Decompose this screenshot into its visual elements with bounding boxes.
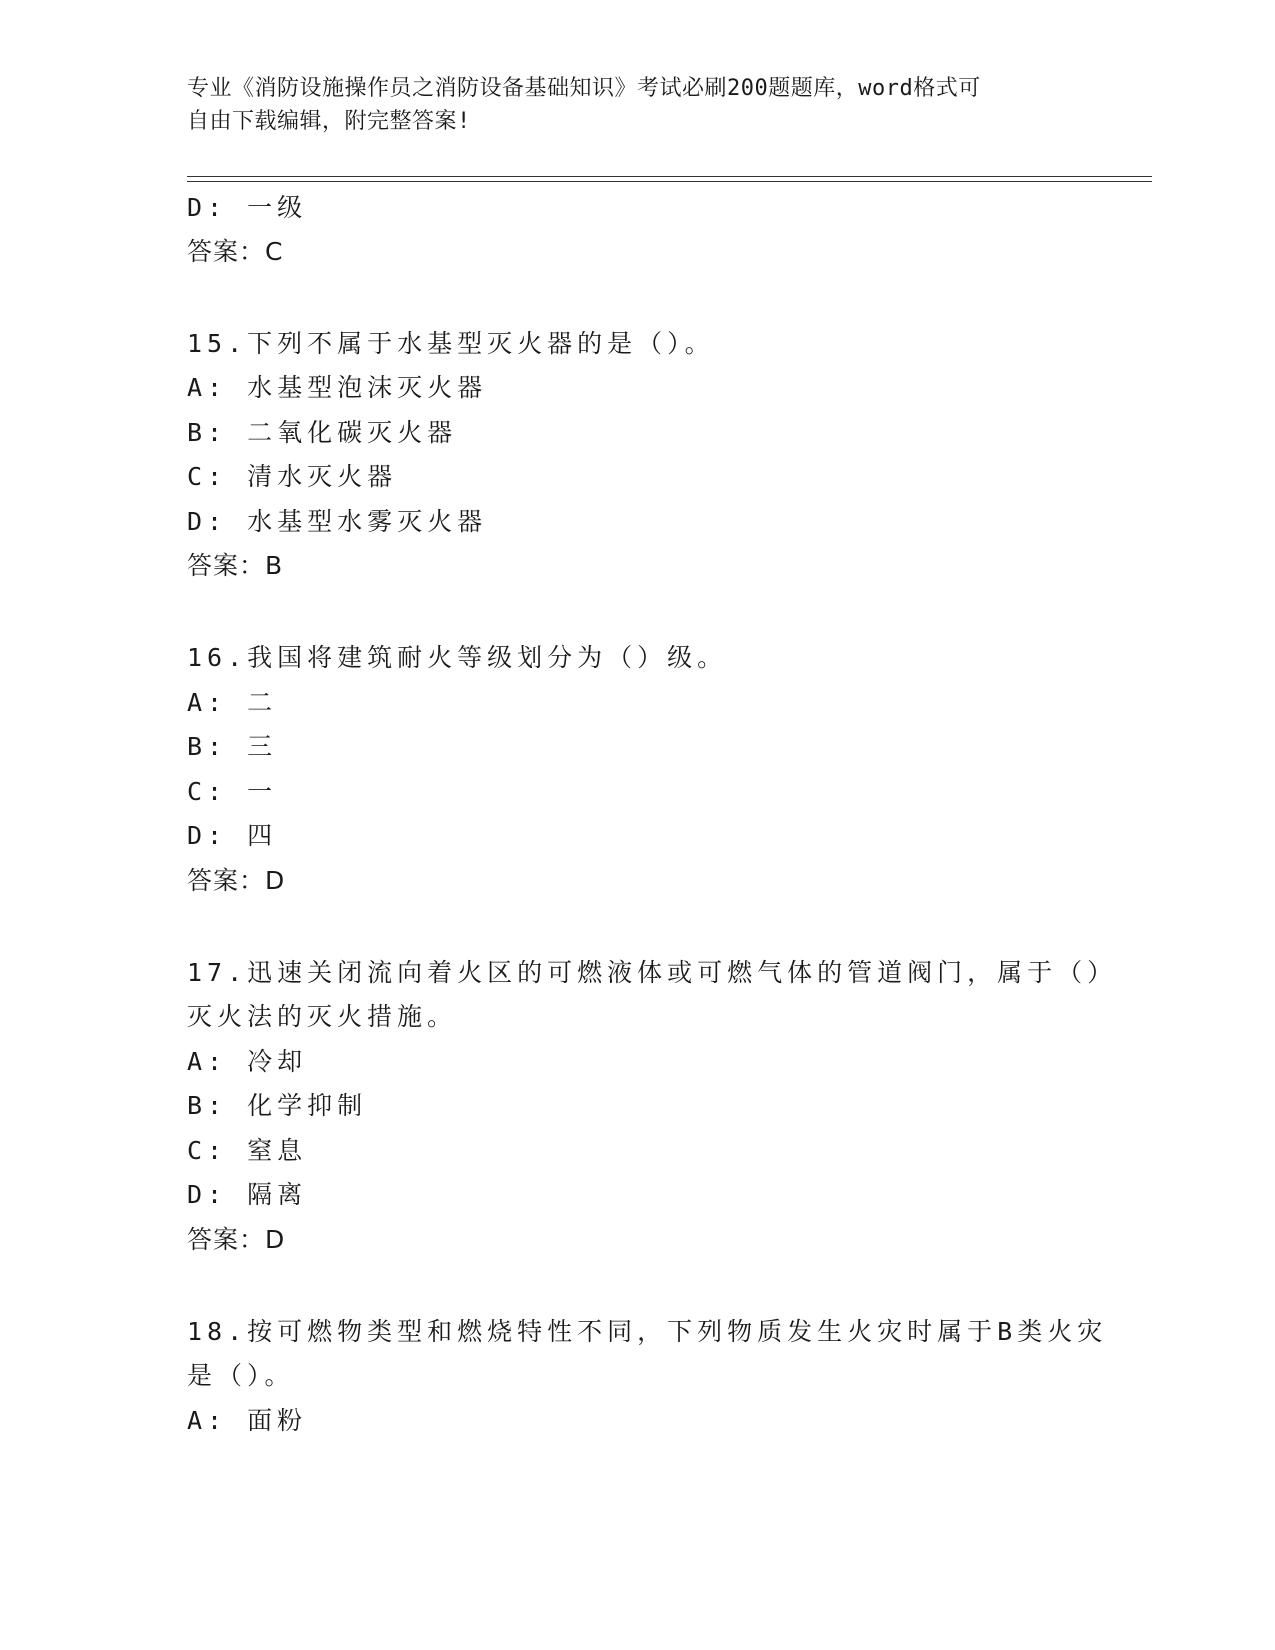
header-line-2: 自由下载编辑，附完整答案!	[187, 109, 471, 134]
q15-option-d: D: 水基型水雾灭火器	[187, 507, 488, 536]
q17-question-line-1: 17.迅速关闭流向着火区的可燃液体或可燃气体的管道阀门，属于（）	[187, 958, 1118, 987]
prev-option-d: D: 一级	[187, 193, 308, 222]
q18-question-line-2: 是（）。	[187, 1361, 295, 1390]
document-header	[187, 72, 1087, 138]
q16-option-b: B: 三	[187, 732, 278, 761]
q15-option-b: B: 二氧化碳灭火器	[187, 418, 458, 447]
header-line-1: 专业《消防设施操作员之消防设备基础知识》考试必刷200题题库，word格式可	[187, 76, 981, 101]
q17-option-c: C: 窒息	[187, 1136, 308, 1165]
q15-option-c: C: 清水灭火器	[187, 462, 398, 491]
header-rule-bottom	[187, 181, 1152, 182]
q17-answer: 答案：D	[187, 1225, 286, 1254]
q17-question-line-2: 灭火法的灭火措施。	[187, 1002, 458, 1031]
q16-option-c: C: 一	[187, 777, 278, 806]
q16-option-d: D: 四	[187, 821, 278, 850]
q16-option-a: A: 二	[187, 688, 278, 717]
prev-answer: 答案：C	[187, 237, 284, 266]
q17-option-d: D: 隔离	[187, 1180, 308, 1209]
q16-answer: 答案：D	[187, 866, 286, 895]
q17-option-a: A: 冷却	[187, 1047, 308, 1076]
q18-option-a: A: 面粉	[187, 1406, 308, 1435]
q15-answer: 答案：B	[187, 551, 284, 580]
q15-question: 15.下列不属于水基型灭火器的是（）。	[187, 329, 715, 358]
q17-option-b: B: 化学抑制	[187, 1091, 368, 1120]
q16-question: 16.我国将建筑耐火等级划分为（）级。	[187, 643, 728, 672]
q15-option-a: A: 水基型泡沫灭火器	[187, 373, 488, 402]
header-rule-top	[187, 176, 1152, 177]
q18-question-line-1: 18.按可燃物类型和燃烧特性不同，下列物质发生火灾时属于B类火灾	[187, 1317, 1108, 1346]
